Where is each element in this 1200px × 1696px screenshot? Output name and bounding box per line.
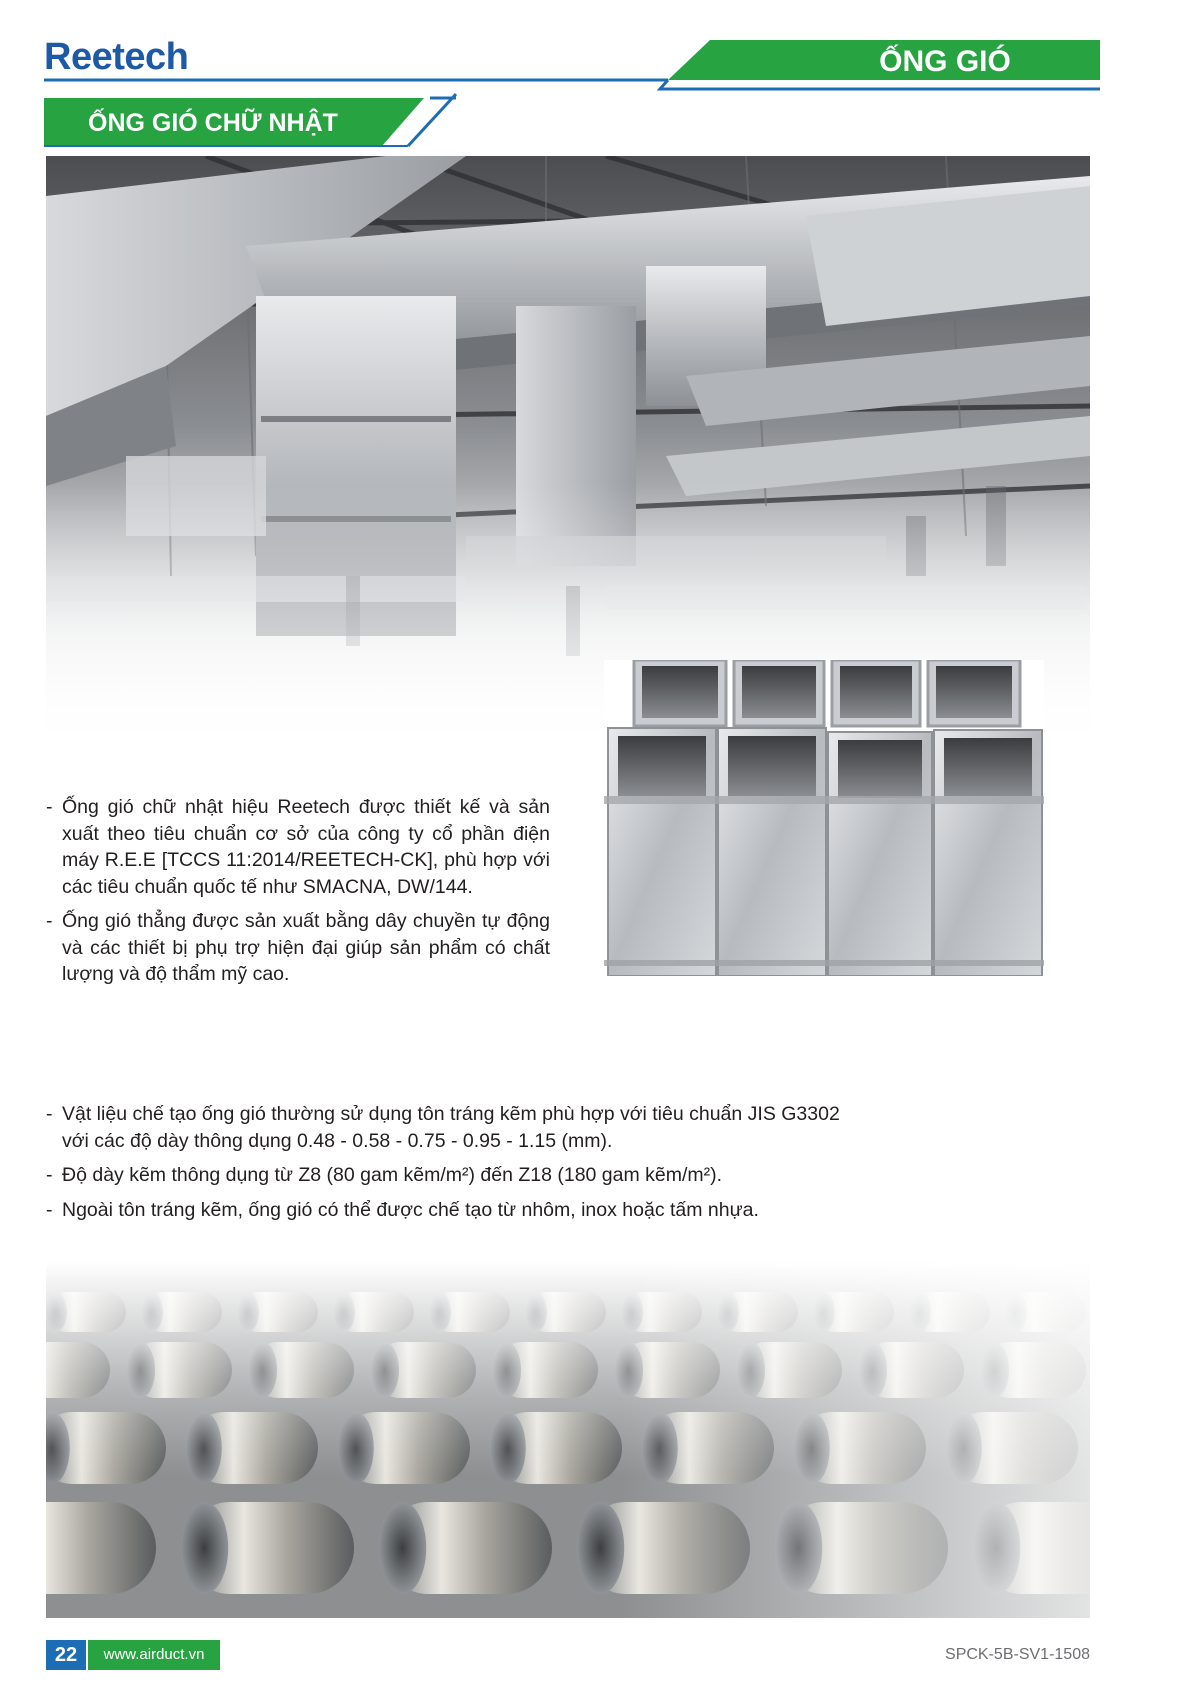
document-code: SPCK-5B-SV1-1508	[945, 1646, 1090, 1663]
intro-bullet-2: - Ống gió thẳng được sản xuất bằng dây chuyền tự động và các thiết bị phụ trợ hiện đại giúp sản phẩm có chất lượng và độ thẩm mỹ cao.	[46, 910, 550, 985]
intro-bullet-1: - Ống gió chữ nhật hiệu Reetech được thiết kế và sản xuất theo tiêu chuẩn cơ sở của công ty cổ phần điện máy R.E.E [TCCS 11:2014/REETECH-CK], phù hợp với các tiêu chuẩn quốc tế như SMACNA, DW/144.	[46, 796, 550, 898]
rectangular-duct-product-photo	[604, 660, 1044, 976]
subsection-title: ỐNG GIÓ CHỮ NHẬT	[88, 109, 338, 137]
intro-paragraphs	[46, 794, 550, 988]
material-bullet-1: - Vật liệu chế tạo ống gió thường sử dụng tôn tráng kẽm phù hợp với tiêu chuẩn JIS G3302 với các độ dày thông dụng 0.48 - 0.58 - 0.75 - 0.95 - 1.15 (mm).	[46, 1103, 840, 1152]
brand-logo: Reetech	[44, 36, 189, 78]
material-paragraphs	[46, 1101, 846, 1223]
material-bullet-2: - Độ dày kẽm thông dụng từ Z8 (80 gam kẽm/m²) đến Z18 (180 gam kẽm/m²).	[46, 1164, 723, 1186]
page-number: 22	[46, 1640, 86, 1670]
website-link[interactable]: www.airduct.vn	[88, 1640, 220, 1670]
steel-coils-photo	[46, 1262, 1090, 1618]
section-title: ỐNG GIÓ	[879, 45, 1011, 78]
material-bullet-3: - Ngoài tôn tráng kẽm, ống gió có thể được chế tạo từ nhôm, inox hoặc tấm nhựa.	[46, 1198, 759, 1221]
